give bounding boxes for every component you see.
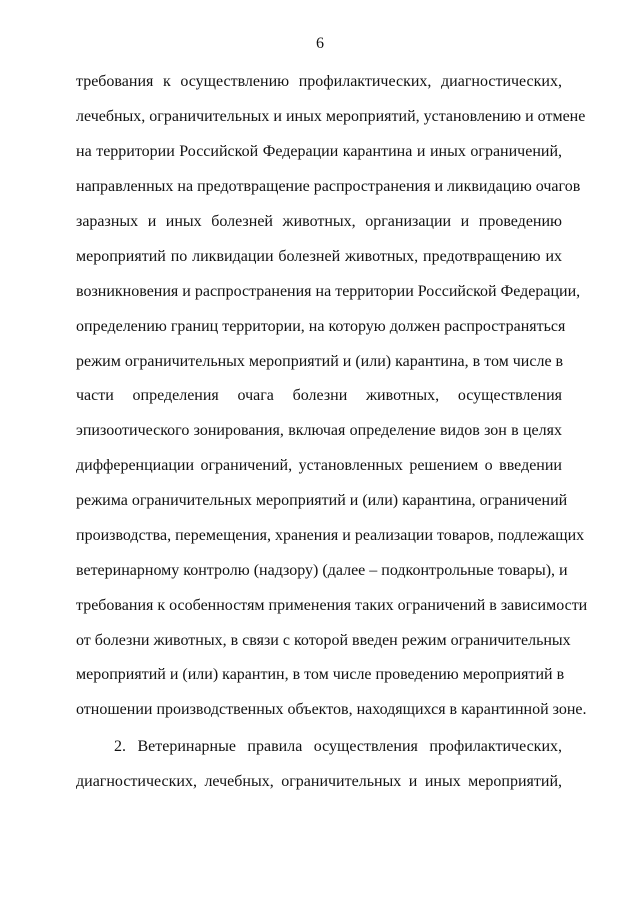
paragraph-1-line: на территории Российской Федерации карантина и иных ограничений, bbox=[76, 143, 562, 160]
paragraph-1-line: мероприятий по ликвидации болезней животных, предотвращению их bbox=[76, 248, 562, 265]
paragraph-2-line: 2. Ветеринарные правила осуществления профилактических, bbox=[114, 738, 562, 755]
paragraph-1-line: возникновения и распространения на территории Российской Федерации, bbox=[76, 283, 581, 300]
paragraph-1-line: отношении производственных объектов, находящихся в карантинной зоне. bbox=[76, 701, 587, 718]
paragraph-1-line: части определения очага болезни животных, осуществления bbox=[76, 387, 562, 404]
paragraph-1-line: ветеринарному контролю (надзору) (далее – подконтрольные товары), и bbox=[76, 562, 568, 579]
paragraph-1-line: лечебных, ограничительных и иных мероприятий, установлению и отмене bbox=[76, 108, 586, 125]
paragraph-1-line: эпизоотического зонирования, включая определение видов зон в целях bbox=[76, 422, 562, 439]
paragraph-1-line: направленных на предотвращение распространения и ликвидацию очагов bbox=[76, 178, 581, 195]
paragraph-1-line: режим ограничительных мероприятий и (или) карантина, в том числе в bbox=[76, 353, 564, 370]
paragraph-1-line: определению границ территории, на которую должен распространяться bbox=[76, 318, 566, 335]
paragraph-2-line: диагностических, лечебных, ограничительных и иных мероприятий, bbox=[76, 773, 562, 790]
paragraph-1-line: мероприятий и (или) карантин, в том числе проведению мероприятий в bbox=[76, 666, 565, 683]
paragraph-1-line: режима ограничительных мероприятий и (или) карантина, ограничений bbox=[76, 492, 568, 509]
paragraph-1-line: производства, перемещения, хранения и реализации товаров, подлежащих bbox=[76, 527, 585, 544]
page-number: 6 bbox=[316, 35, 324, 52]
paragraph-1-line: дифференциации ограничений, установленных решением о введении bbox=[76, 457, 562, 474]
paragraph-1-line: от болезни животных, в связи с которой введен режим ограничительных bbox=[76, 632, 571, 649]
paragraph-1-line: требования к особенностям применения таких ограничений в зависимости bbox=[76, 597, 588, 614]
paragraph-1-line: требования к осуществлению профилактических, диагностических, bbox=[76, 73, 562, 90]
paragraph-1-line: заразных и иных болезней животных, организации и проведению bbox=[76, 213, 562, 230]
